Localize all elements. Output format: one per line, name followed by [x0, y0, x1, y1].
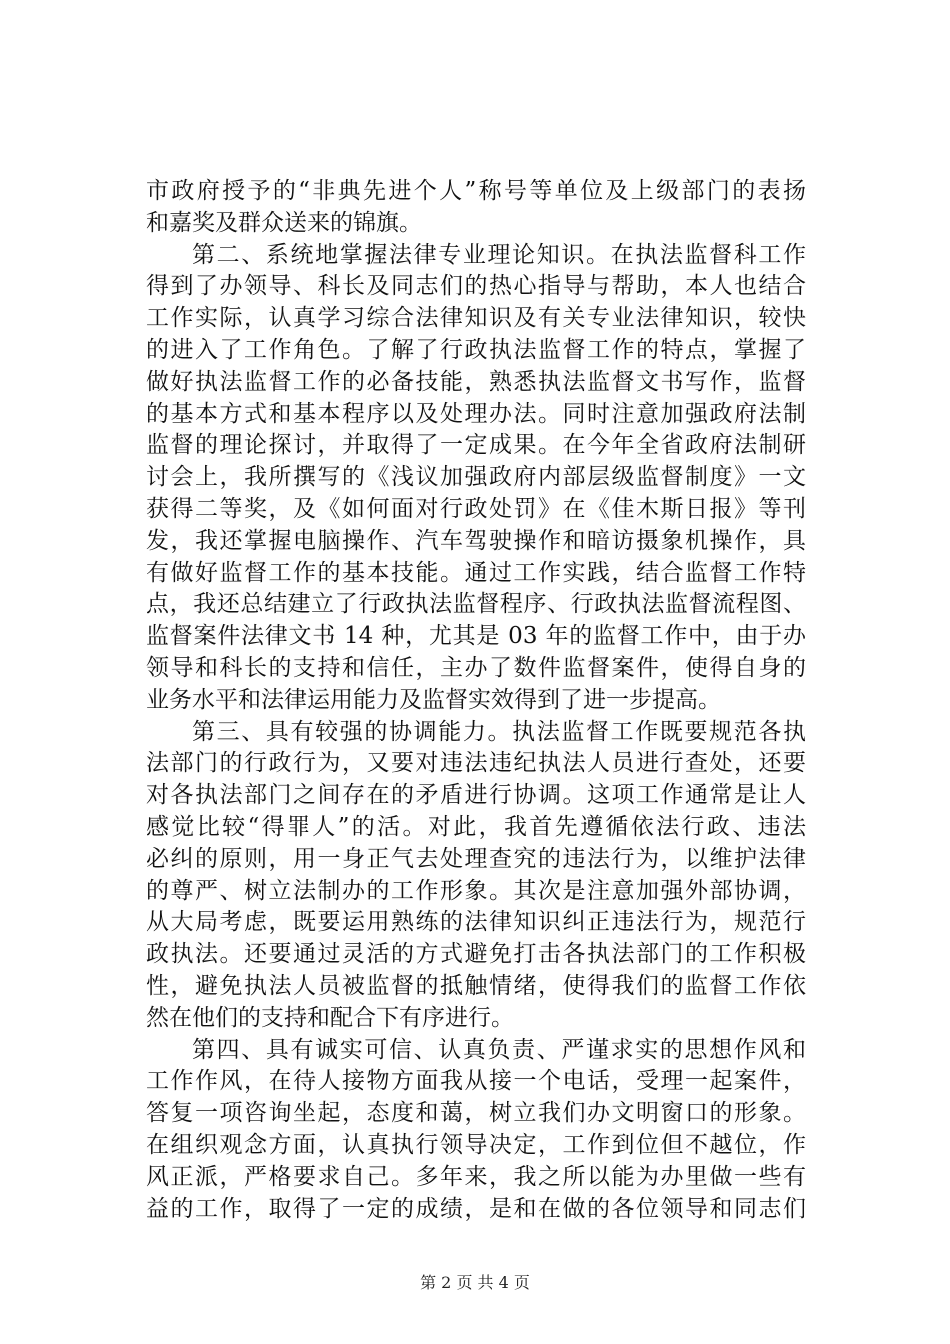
text-line: 有做好监督工作的基本技能。通过工作实践，结合监督工作特 — [146, 559, 806, 586]
text-line: 做好执法监督工作的必备技能，熟悉执法监督文书写作，监督 — [146, 368, 806, 395]
text-line: 获得二等奖，及《如何面对行政处罚》在《佳木斯日报》等刊 — [146, 495, 806, 522]
page-footer: 第 2 页 共 4 页 — [420, 1273, 530, 1292]
text-line: 市政府授予的“非典先进个人”称号等单位及上级部门的表扬 — [146, 178, 806, 204]
text-line: 得到了办领导、科长及同志们的热心指导与帮助，本人也结合 — [146, 273, 806, 300]
text-line: 点，我还总结建立了行政执法监督程序、行政执法监督流程图、 — [146, 591, 806, 618]
text-line: 工作实际，认真学习综合法律知识及有关专业法律知识，较快 — [146, 305, 806, 332]
body-text — [146, 176, 806, 1225]
text-line: 在组织观念方面，认真执行领导决定，工作到位但不越位，作 — [146, 1131, 806, 1158]
text-line: 感觉比较“得罪人”的活。对此，我首先遵循依法行政、违法 — [146, 813, 806, 840]
text-line: 然在他们的支持和配合下有序进行。 — [146, 1004, 514, 1031]
paragraph-first-line: 第四、具有诚实可信、认真负责、严谨求实的思想作风和 — [192, 1036, 806, 1063]
text-line: 监督案件法律文书 14 种，尤其是 03 年的监督工作中，由于办 — [146, 623, 806, 650]
text-line: 监督的理论探讨，并取得了一定成果。在今年全省政府法制研 — [146, 432, 806, 459]
text-line: 益的工作，取得了一定的成绩，是和在做的各位领导和同志们 — [146, 1195, 806, 1222]
text-line: 对各执法部门之间存在的矛盾进行协调。这项工作通常是让人 — [146, 782, 806, 809]
text-line: 的尊严、树立法制办的工作形象。其次是注意加强外部协调， — [146, 877, 806, 904]
text-line: 领导和科长的支持和信任，主办了数件监督案件，使得自身的 — [146, 654, 806, 681]
text-line: 的进入了工作角色。了解了行政执法监督工作的特点，掌握了 — [146, 336, 806, 363]
text-line: 从大局考虑，既要运用熟练的法律知识纠正违法行为，规范行 — [146, 909, 806, 936]
text-line: 发，我还掌握电脑操作、汽车驾驶操作和暗访摄象机操作，具 — [146, 527, 806, 554]
text-line: 风正派，严格要求自己。多年来，我之所以能为办里做一些有 — [146, 1163, 806, 1190]
text-line: 讨会上，我所撰写的《浅议加强政府内部层级监督制度》一文 — [146, 464, 806, 491]
text-line: 和嘉奖及群众送来的锦旗。 — [146, 209, 422, 236]
text-line: 答复一项咨询坐起，态度和蔼，树立我们办文明窗口的形象。 — [146, 1100, 806, 1127]
text-line: 工作作风，在待人接物方面我从接一个电话，受理一起案件， — [146, 1068, 806, 1095]
paragraph-first-line: 第二、系统地掌握法律专业理论知识。在执法监督科工作 — [192, 241, 806, 268]
text-line: 性，避免执法人员被监督的抵触情绪，使得我们的监督工作依 — [146, 972, 806, 999]
text-line: 的基本方式和基本程序以及处理办法。同时注意加强政府法制 — [146, 400, 806, 427]
text-line: 法部门的行政行为，又要对违法违纪执法人员进行查处，还要 — [146, 750, 806, 777]
text-line: 必纠的原则，用一身正气去处理查究的违法行为，以维护法律 — [146, 845, 806, 872]
text-line: 政执法。还要通过灵活的方式避免打击各执法部门的工作积极 — [146, 941, 806, 968]
text-line: 业务水平和法律运用能力及监督实效得到了进一步提高。 — [146, 686, 721, 713]
paragraph-first-line: 第三、具有较强的协调能力。执法监督工作既要规范各执 — [192, 718, 806, 745]
